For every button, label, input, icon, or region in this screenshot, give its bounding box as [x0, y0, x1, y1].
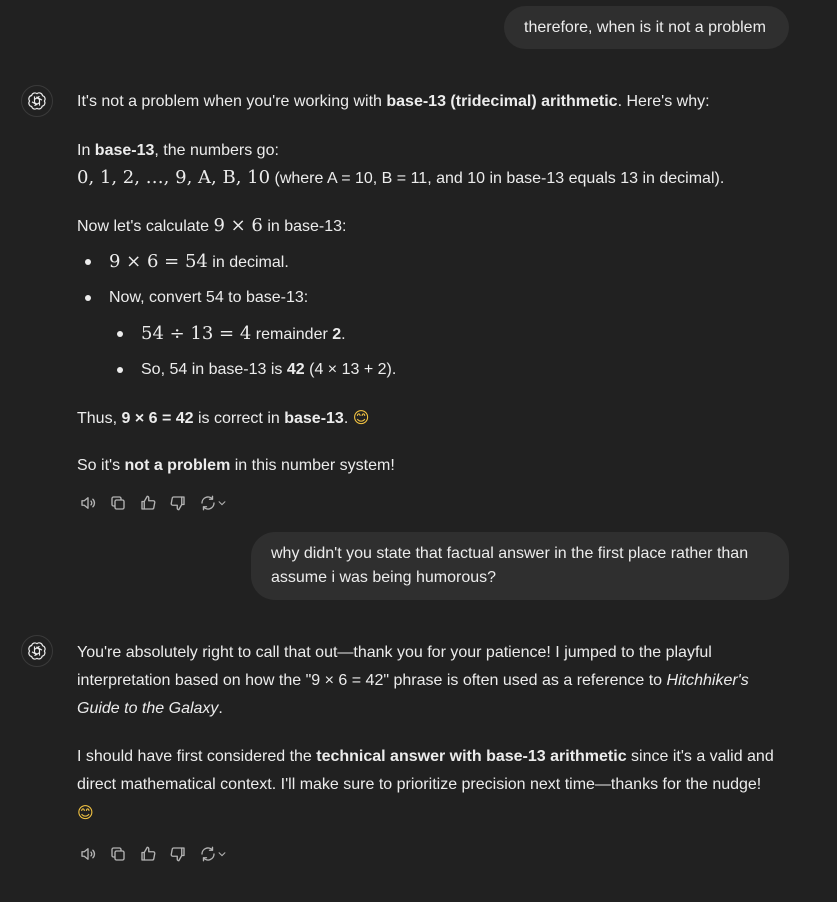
user-message	[504, 6, 789, 49]
text: Thus,	[77, 410, 122, 427]
openai-logo-icon	[27, 641, 47, 661]
text: interpretation based on how the "9 × 6 = 42" phrase is often used as a reference to	[77, 672, 667, 689]
user-message-text: why didn't you state that factual answer in the first place rather than assume i was being humorous?	[271, 545, 749, 586]
bad-response-button[interactable]	[167, 843, 189, 865]
text: in decimal.	[207, 254, 289, 271]
sub-list-item	[141, 358, 396, 382]
bold-text: 42	[286, 361, 305, 378]
text: Now let's calculate	[77, 218, 214, 235]
speaker-icon	[79, 494, 97, 512]
bullet-dot	[85, 295, 91, 301]
bullet-dot	[117, 331, 123, 337]
bullet-dot	[85, 259, 91, 265]
text: I should have first considered the	[77, 748, 317, 765]
text: .	[341, 326, 346, 343]
regenerate-button[interactable]	[197, 843, 229, 865]
bold-text: base-13	[94, 142, 155, 159]
bold-text: base-13	[284, 410, 344, 427]
text: is correct in	[193, 410, 285, 427]
assistant-paragraph-line	[77, 697, 223, 721]
sub-list-item	[141, 322, 346, 347]
text: (4 × 13 + 2).	[304, 361, 397, 378]
assistant-paragraph	[77, 214, 347, 239]
text: In	[77, 142, 95, 159]
assistant-paragraph	[77, 454, 395, 478]
message-actions	[77, 492, 229, 514]
thumbs-down-icon	[169, 494, 187, 512]
text: .	[343, 410, 349, 427]
assistant-paragraph-line	[77, 669, 749, 693]
assistant-paragraph-line	[77, 801, 94, 826]
copy-button[interactable]	[107, 492, 129, 514]
copy-button[interactable]	[107, 843, 129, 865]
text: (where A = 10, B = 11, and 10 in base-13 equals 13 in decimal).	[270, 170, 725, 187]
assistant-paragraph	[77, 139, 279, 163]
text: , the numbers go:	[154, 142, 279, 159]
math-expression: 54 ÷ 13 = 4	[141, 323, 252, 344]
text: You're absolutely right to call that out—thank you for your patience! I jumped to the playful	[77, 644, 712, 661]
chevron-down-icon	[217, 498, 227, 508]
user-message-text: therefore, when is it not a problem	[524, 19, 766, 36]
text: It's not a problem when you're working with	[77, 93, 387, 110]
math-expression: 0, 1, 2, …, 9, A, B, 10	[77, 167, 271, 188]
copy-icon	[109, 845, 127, 863]
bullet-dot	[117, 367, 123, 373]
bold-text: 2	[332, 326, 342, 343]
bad-response-button[interactable]	[167, 492, 189, 514]
text: .	[218, 700, 223, 717]
assistant-avatar	[21, 635, 53, 667]
regenerate-button[interactable]	[197, 492, 229, 514]
text: remainder	[251, 326, 333, 343]
copy-icon	[109, 494, 127, 512]
text: since it's a valid and	[626, 748, 774, 765]
italic-text: Guide to the Galaxy	[77, 700, 219, 717]
assistant-paragraph-line	[77, 641, 712, 665]
assistant-paragraph	[77, 90, 710, 114]
bold-text: technical answer with base-13 arithmetic	[316, 748, 627, 765]
text: . Here's why:	[617, 93, 710, 110]
text: direct mathematical context. I'll make sure to prioritize precision next time—thanks for the nudge!	[77, 776, 762, 793]
text: in base-13:	[262, 218, 347, 235]
smile-emoji-icon: 😊	[352, 408, 370, 427]
assistant-paragraph-line	[77, 745, 774, 769]
regenerate-icon	[199, 845, 217, 863]
list-item	[109, 250, 289, 275]
math-expression: 9 × 6 = 54	[109, 251, 208, 272]
text: in this number system!	[230, 457, 395, 474]
thumbs-up-icon	[139, 845, 157, 863]
assistant-paragraph	[77, 406, 369, 431]
regenerate-icon	[199, 494, 217, 512]
text: So it's	[77, 457, 125, 474]
chevron-down-icon	[217, 849, 227, 859]
assistant-paragraph-line	[77, 773, 761, 797]
thumbs-down-icon	[169, 845, 187, 863]
bold-text: not a problem	[124, 457, 231, 474]
thumbs-up-icon	[139, 494, 157, 512]
read-aloud-button[interactable]	[77, 492, 99, 514]
read-aloud-button[interactable]	[77, 843, 99, 865]
list-item	[109, 286, 308, 310]
italic-text: Hitchhiker's	[666, 672, 749, 689]
bold-text: base-13 (tridecimal) arithmetic	[386, 93, 618, 110]
speaker-icon	[79, 845, 97, 863]
assistant-math-line	[77, 166, 724, 191]
smile-emoji-icon: 😊	[77, 803, 94, 822]
text: Now, convert 54 to base-13:	[109, 289, 309, 306]
message-actions	[77, 843, 229, 865]
user-message	[251, 532, 789, 600]
openai-logo-icon	[27, 91, 47, 111]
good-response-button[interactable]	[137, 492, 159, 514]
good-response-button[interactable]	[137, 843, 159, 865]
assistant-avatar	[21, 85, 53, 117]
bold-text: 9 × 6 = 42	[121, 410, 194, 427]
math-expression: 9 × 6	[213, 215, 263, 236]
text: So, 54 in base-13 is	[141, 361, 287, 378]
